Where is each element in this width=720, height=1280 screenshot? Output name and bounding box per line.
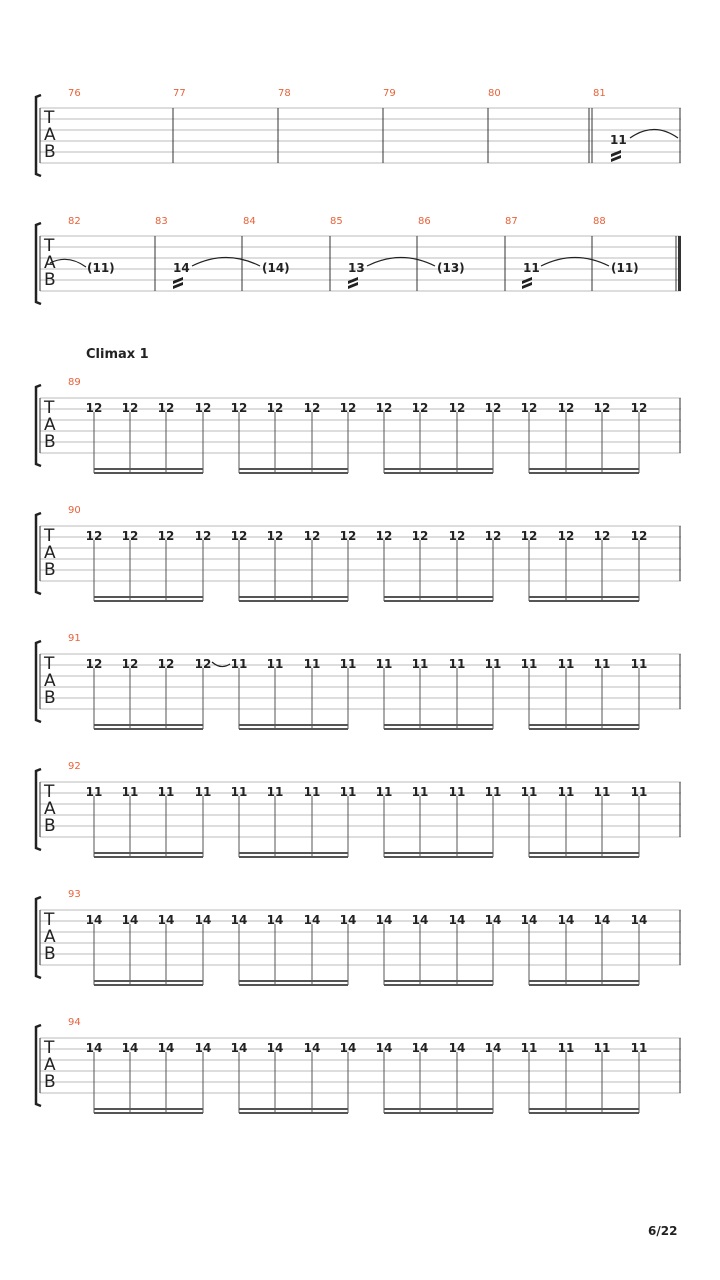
- fret-number: 12: [448, 529, 466, 543]
- fret-number: 12: [520, 401, 538, 415]
- measure-number: 86: [418, 216, 431, 227]
- measure-number: 78: [278, 88, 291, 99]
- fret-number: 12: [484, 529, 502, 543]
- staff-system-1: [36, 88, 681, 176]
- beam: [239, 856, 348, 858]
- fret-number: 14: [230, 1041, 248, 1055]
- page-number: 6/22: [648, 1224, 678, 1238]
- fret-number: 12: [557, 401, 575, 415]
- fret-number: 14: [121, 913, 139, 927]
- beam: [529, 724, 639, 726]
- fret-number: 12: [303, 401, 321, 415]
- fret-number: 11: [630, 657, 648, 671]
- beam: [239, 1112, 348, 1114]
- staff-system-93: [36, 889, 681, 986]
- fret-number: 11: [121, 785, 139, 799]
- beam: [529, 596, 639, 598]
- beam: [239, 468, 348, 470]
- fret-number: 14: [303, 1041, 321, 1055]
- beam: [239, 984, 348, 986]
- measure-number: 93: [68, 889, 81, 900]
- fret-number: 14: [448, 1041, 466, 1055]
- fret-number: 11: [303, 785, 321, 799]
- fret-number: 12: [520, 529, 538, 543]
- fret-number: 12: [85, 529, 103, 543]
- staff-system-94: [36, 1017, 681, 1114]
- fret-number: 11: [375, 657, 393, 671]
- fret-number: 14: [157, 913, 175, 927]
- fret-number: 12: [484, 401, 502, 415]
- fret-number: 12: [85, 401, 103, 415]
- final-barline: [678, 236, 681, 291]
- fret-number: 14: [194, 913, 212, 927]
- fret-number: 11: [303, 657, 321, 671]
- tab-clef-t: T: [44, 782, 55, 802]
- fret-number: 11: [266, 785, 284, 799]
- measure-number: 87: [505, 216, 518, 227]
- fret-number: 11: [411, 785, 429, 799]
- tab-clef-b: B: [44, 1072, 56, 1092]
- fret-number: 12: [411, 529, 429, 543]
- beam: [94, 468, 203, 470]
- measure-number: 76: [68, 88, 81, 99]
- tab-clef-t: T: [44, 398, 55, 418]
- fret-number: 11: [593, 785, 611, 799]
- measure-number: 92: [68, 761, 81, 772]
- fret-number: 12: [266, 401, 284, 415]
- fret-number: 14: [411, 913, 429, 927]
- tab-clef-t: T: [44, 108, 55, 128]
- measure-number: 91: [68, 633, 81, 644]
- fret-number: 12: [194, 657, 212, 671]
- fret-number: 14: [266, 913, 284, 927]
- beam: [384, 984, 493, 986]
- fret-number: 12: [194, 529, 212, 543]
- fret-number: 12: [375, 401, 393, 415]
- measure-number: 82: [68, 216, 81, 227]
- fret-number: 14: [230, 913, 248, 927]
- fret-number: 12: [157, 401, 175, 415]
- fret-number: 14: [411, 1041, 429, 1055]
- tab-clef-a: A: [44, 415, 56, 435]
- tab-clef-b: B: [44, 944, 56, 964]
- fret-number: 12: [375, 529, 393, 543]
- tie-arc: [630, 130, 678, 139]
- beam: [529, 600, 639, 602]
- tab-clef-b: B: [44, 560, 56, 580]
- fret-number: 14: [85, 913, 103, 927]
- fret-number: 14: [121, 1041, 139, 1055]
- fret-number: 14: [520, 913, 538, 927]
- section-label: Climax 1: [86, 347, 149, 362]
- fret-number: 12: [593, 529, 611, 543]
- staff-system-91: [36, 633, 681, 730]
- beam: [94, 600, 203, 602]
- tab-clef-t: T: [44, 1038, 55, 1058]
- beam: [384, 728, 493, 730]
- fret-number: 12: [593, 401, 611, 415]
- fret-number: 12: [266, 529, 284, 543]
- fret-number: 11: [523, 261, 540, 275]
- measure-number: 81: [593, 88, 606, 99]
- fret-number: (14): [262, 261, 290, 275]
- slide-mark: [212, 662, 230, 667]
- fret-number: 12: [630, 401, 648, 415]
- fret-number: 11: [411, 657, 429, 671]
- fret-number: 11: [339, 785, 357, 799]
- fret-number: 12: [230, 401, 248, 415]
- fret-number: 14: [339, 1041, 357, 1055]
- fret-number: (13): [437, 261, 465, 275]
- beam: [239, 852, 348, 854]
- beam: [384, 1108, 493, 1110]
- tremolo-mark: [522, 277, 532, 289]
- tremolo-mark: [173, 277, 183, 289]
- beam: [94, 728, 203, 730]
- fret-number: 11: [266, 657, 284, 671]
- measure-number: 83: [155, 216, 168, 227]
- beam: [239, 1108, 348, 1110]
- fret-number: 14: [557, 913, 575, 927]
- beam: [94, 980, 203, 982]
- beam: [529, 1108, 639, 1110]
- tab-clef-a: A: [44, 1055, 56, 1075]
- measure-number: 94: [68, 1017, 81, 1028]
- fret-number: 12: [557, 529, 575, 543]
- fret-number: 11: [630, 1041, 648, 1055]
- measure-number: 84: [243, 216, 256, 227]
- fret-number: 11: [339, 657, 357, 671]
- beam: [384, 596, 493, 598]
- beam: [529, 1112, 639, 1114]
- fret-number: 11: [520, 657, 538, 671]
- beam: [239, 600, 348, 602]
- beam: [529, 728, 639, 730]
- beam: [384, 1112, 493, 1114]
- tab-clef-a: A: [44, 799, 56, 819]
- fret-number: 12: [339, 401, 357, 415]
- fret-number: 12: [303, 529, 321, 543]
- tab-clef-b: B: [44, 270, 56, 290]
- fret-number: 11: [630, 785, 648, 799]
- beam: [384, 856, 493, 858]
- beam: [239, 980, 348, 982]
- beam: [529, 856, 639, 858]
- fret-number: 11: [593, 1041, 611, 1055]
- fret-number: 13: [348, 261, 365, 275]
- fret-number: 12: [339, 529, 357, 543]
- fret-number: 11: [230, 657, 248, 671]
- tab-clef-b: B: [44, 432, 56, 452]
- fret-number: 14: [448, 913, 466, 927]
- fret-number: 11: [230, 785, 248, 799]
- fret-number: 14: [194, 1041, 212, 1055]
- tab-clef-a: A: [44, 927, 56, 947]
- measure-number: 85: [330, 216, 343, 227]
- beam: [384, 472, 493, 474]
- measure-number: 77: [173, 88, 186, 99]
- fret-number: 14: [375, 1041, 393, 1055]
- beam: [94, 472, 203, 474]
- fret-number: 14: [630, 913, 648, 927]
- fret-number: 11: [484, 785, 502, 799]
- tab-clef-a: A: [44, 543, 56, 563]
- fret-number: 11: [610, 133, 627, 147]
- fret-number: 12: [121, 657, 139, 671]
- fret-number: 11: [448, 785, 466, 799]
- fret-number: 11: [520, 1041, 538, 1055]
- tie-arc: [192, 258, 260, 267]
- fret-number: 14: [266, 1041, 284, 1055]
- fret-number: 12: [230, 529, 248, 543]
- fret-number: (11): [611, 261, 639, 275]
- staff-system-90: [36, 505, 681, 602]
- fret-number: 11: [448, 657, 466, 671]
- tab-clef-b: B: [44, 142, 56, 162]
- staff-system-2: [36, 216, 681, 304]
- fret-number: (11): [87, 261, 115, 275]
- beam: [239, 728, 348, 730]
- beam: [529, 852, 639, 854]
- fret-number: 11: [557, 785, 575, 799]
- fret-number: 14: [173, 261, 190, 275]
- fret-number: 12: [157, 657, 175, 671]
- fret-number: 12: [411, 401, 429, 415]
- staff-system-92: [36, 761, 681, 858]
- beam: [94, 596, 203, 598]
- tab-clef-t: T: [44, 654, 55, 674]
- fret-number: 12: [121, 401, 139, 415]
- beam: [384, 600, 493, 602]
- beam: [94, 852, 203, 854]
- fret-number: 11: [557, 1041, 575, 1055]
- tremolo-mark: [348, 277, 358, 289]
- tab-clef-b: B: [44, 816, 56, 836]
- fret-number: 12: [630, 529, 648, 543]
- beam: [94, 724, 203, 726]
- fret-number: 11: [520, 785, 538, 799]
- fret-number: 14: [484, 913, 502, 927]
- measure-number: 90: [68, 505, 81, 516]
- staff-system-89: [36, 377, 681, 474]
- climax-systems: [36, 377, 681, 1114]
- measure-number: 88: [593, 216, 606, 227]
- fret-number: 11: [157, 785, 175, 799]
- beam: [384, 724, 493, 726]
- fret-number: 11: [194, 785, 212, 799]
- beam: [94, 1108, 203, 1110]
- beam: [94, 1112, 203, 1114]
- tab-clef-t: T: [44, 236, 55, 256]
- fret-number: 12: [121, 529, 139, 543]
- fret-number: 12: [157, 529, 175, 543]
- beam: [239, 596, 348, 598]
- beam: [529, 984, 639, 986]
- beam: [529, 980, 639, 982]
- beam: [529, 472, 639, 474]
- tab-clef-a: A: [44, 671, 56, 691]
- fret-number: 11: [85, 785, 103, 799]
- fret-number: 14: [593, 913, 611, 927]
- beam: [384, 852, 493, 854]
- tab-clef-t: T: [44, 526, 55, 546]
- beam: [239, 472, 348, 474]
- measure-number: 79: [383, 88, 396, 99]
- fret-number: 14: [85, 1041, 103, 1055]
- beam: [529, 468, 639, 470]
- tie-arc: [367, 258, 435, 267]
- fret-number: 11: [484, 657, 502, 671]
- tab-clef-t: T: [44, 910, 55, 930]
- fret-number: 14: [303, 913, 321, 927]
- fret-number: 14: [484, 1041, 502, 1055]
- beam: [94, 856, 203, 858]
- beam: [384, 980, 493, 982]
- fret-number: 14: [339, 913, 357, 927]
- measure-number: 80: [488, 88, 501, 99]
- fret-number: 12: [448, 401, 466, 415]
- fret-number: 14: [157, 1041, 175, 1055]
- fret-number: 12: [194, 401, 212, 415]
- measure-number: 89: [68, 377, 81, 388]
- fret-number: 11: [375, 785, 393, 799]
- fret-number: 14: [375, 913, 393, 927]
- tab-clef-b: B: [44, 688, 56, 708]
- fret-number: 11: [557, 657, 575, 671]
- tab-clef-a: A: [44, 253, 56, 273]
- beam: [384, 468, 493, 470]
- beam: [239, 724, 348, 726]
- fret-number: 11: [593, 657, 611, 671]
- fret-number: 12: [85, 657, 103, 671]
- tie-arc: [541, 258, 609, 267]
- beam: [94, 984, 203, 986]
- tab-clef-a: A: [44, 125, 56, 145]
